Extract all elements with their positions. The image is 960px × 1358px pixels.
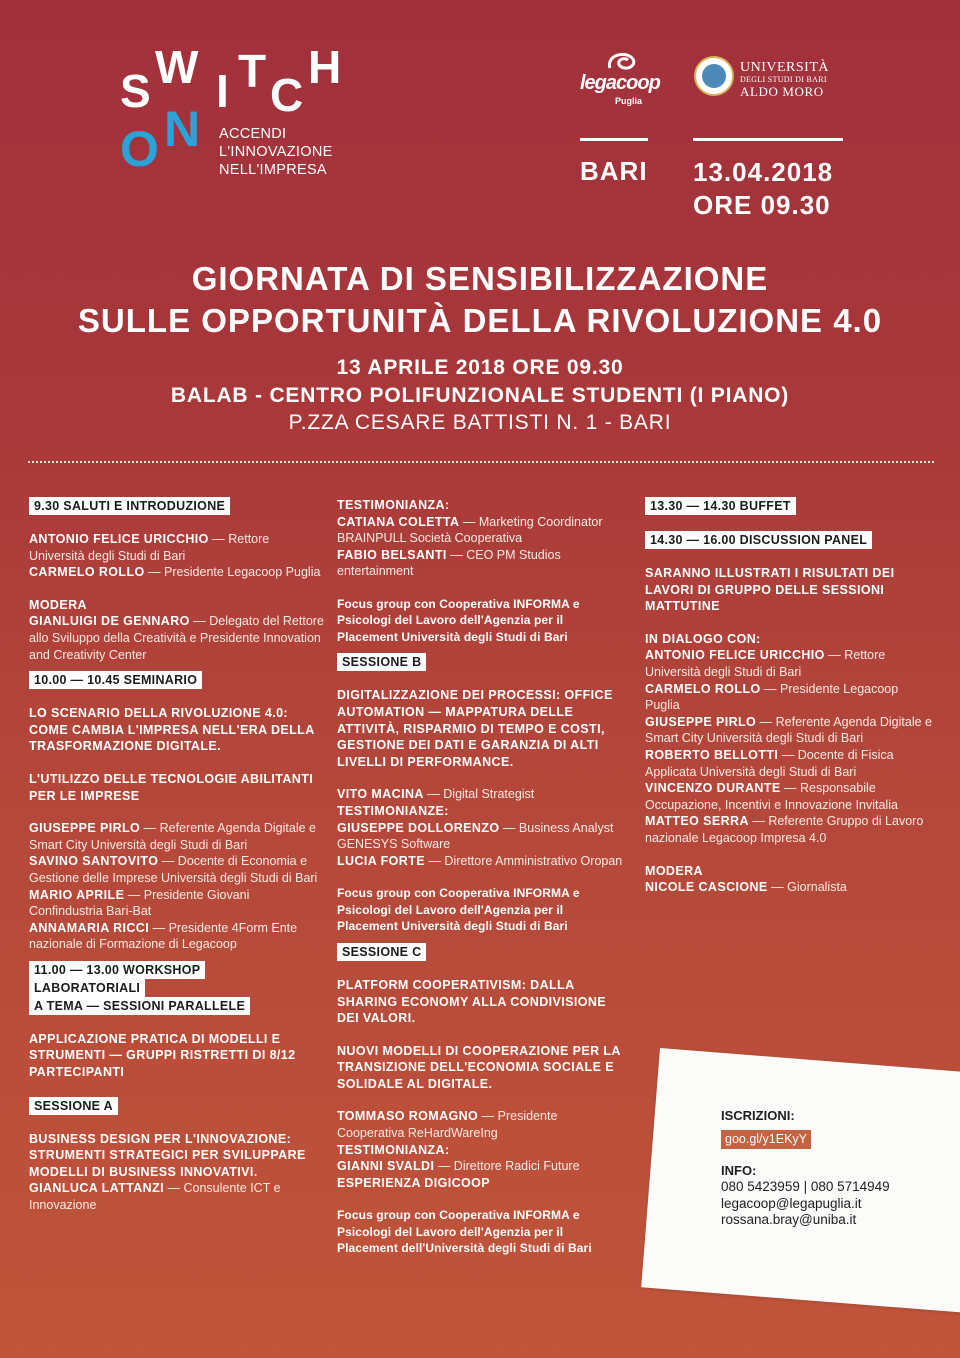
info-block xyxy=(721,1108,890,1228)
logo-tagline: ACCENDI L'INNOVAZIONE NELL'IMPRESA xyxy=(219,126,333,178)
focus-group-note: Focus group con Cooperativa INFORMA e Psicologi del Lavoro dell'Agenzia per il Placement dell'Università degli Studi di Bari xyxy=(337,1208,592,1256)
divider xyxy=(693,138,843,141)
speaker: VITO MACINA — Digital Strategist xyxy=(337,787,535,802)
registration-link[interactable]: goo.gl/y1EKyY xyxy=(721,1130,811,1148)
page-title: GIORNATA DI SENSIBILIZZAZIONE SULLE OPPORTUNITÀ DELLA RIVOLUZIONE 4.0 xyxy=(77,260,883,339)
session-title: SARANNO ILLUSTRATI I RISULTATI DEI LAVORI DI GRUPPO DELLE SESSIONI MATTUTINE xyxy=(645,566,895,614)
program-column-1 xyxy=(29,497,325,1214)
testimonianza-label: TESTIMONIANZA: xyxy=(337,1142,450,1157)
experience-title: ESPERIENZA DIGICOOP xyxy=(337,1175,490,1190)
speaker: NICOLE CASCIONE — Giornalista xyxy=(645,880,847,895)
speaker: FABIO BELSANTI — CEO PM Studios entertainment xyxy=(337,547,561,579)
session-title: BUSINESS DESIGN PER L'INNOVAZIONE: STRUMENTI STRATEGICI PER SVILUPPARE MODELLI DI BUSINESS INNOVATIVI. xyxy=(29,1131,306,1179)
speaker: VINCENZO DURANTE — Responsabile Occupazione, Incentivi e Innovazione Invitalia xyxy=(645,781,898,812)
logo-letter-o: O xyxy=(120,121,159,177)
email-uniba[interactable]: rossana.bray@uniba.it xyxy=(721,1212,857,1228)
session-title: DIGITALIZZAZIONE DEI PROCESSI: OFFICE AUTOMATION — MAPPATURA DELLE ATTIVITÀ, RISPARMIO DI TEMPO E COSTI, GESTIONE DEI DATI E GARANZIA DI ALTI LIVELLI DI PERFORMANCE. xyxy=(337,688,613,769)
uniba-seal-icon xyxy=(694,56,734,96)
session-title: PLATFORM COOPERATIVISM: DALLA SHARING ECONOMY ALLA CONDIVISIONE DEI VALORI. xyxy=(337,977,607,1026)
session-title: L'UTILIZZO DELLE TECNOLOGIE ABILITANTI PER LE IMPRESE xyxy=(29,771,314,803)
focus-group-note: Focus group con Cooperativa INFORMA e Psicologi del Lavoro dell'Agenzia per il Placement Università degli Studi di Bari xyxy=(337,886,580,934)
logo-letter-s: S xyxy=(120,65,151,117)
info-label: INFO: xyxy=(721,1162,757,1178)
speaker: GIANLUIGI DE GENNARO — Delegato del Rettore allo Sviluppo della Creatività e Presidente Innovation and Creativity Center xyxy=(29,614,324,662)
section-label: 9.30 SALUTI E INTRODUZIONE xyxy=(29,497,230,515)
section-label: 13.30 — 14.30 BUFFET xyxy=(645,497,796,515)
uniba-logo: UNIVERSITÀ DEGLI STUDI DI BARI ALDO MORO xyxy=(694,56,844,104)
section-label: 11.00 — 13.00 WORKSHOP LABORATORIALI A TEMA — SESSIONI PARALLELE xyxy=(29,961,325,1015)
program-column-2 xyxy=(337,497,627,1257)
speaker: ANNAMARIA RICCI — Presidente 4Form Ente nazionale di Formazione di Legacoop xyxy=(29,920,298,952)
speaker: CARMELO ROLLO — Presidente Legacoop Puglia xyxy=(645,681,899,713)
section-label: 10.00 — 10.45 SEMINARIO xyxy=(29,671,202,689)
logo-letter-h: H xyxy=(308,41,342,93)
speaker: MARIO APRILE — Presidente Giovani Confindustria Bari-Bat xyxy=(29,887,250,919)
modera-label: MODERA xyxy=(29,597,87,612)
event-city: BARI xyxy=(580,156,648,186)
event-date: 13.04.2018 xyxy=(693,157,834,187)
speaker: LUCIA FORTE — Direttore Amministrativo Oropan xyxy=(337,853,623,868)
iscrizioni-label: ISCRIZIONI: xyxy=(721,1108,795,1123)
logo-letter-i: I xyxy=(216,65,229,117)
session-c-label: SESSIONE C xyxy=(337,943,426,961)
event-details: 13 APRILE 2018 ORE 09.30 BALAB - CENTRO POLIFUNZIONALE STUDENTI (I PIANO) xyxy=(170,356,790,407)
session-a-label: SESSIONE A xyxy=(29,1097,118,1115)
event-address: P.ZZA CESARE BATTISTI N. 1 - BARI xyxy=(288,411,672,434)
dotted-divider xyxy=(28,461,934,463)
legacoop-logo: legacoop Puglia xyxy=(580,48,662,108)
logo-letter-n: N xyxy=(164,101,201,157)
session-title: APPLICAZIONE PRATICA DI MODELLI E STRUMENTI — GRUPPI RISTRETTI DI 8/12 PARTECIPANTI xyxy=(29,1031,296,1080)
speaker: CARMELO ROLLO — Presidente Legacoop Puglia xyxy=(29,565,321,580)
focus-group-note: Focus group con Cooperativa INFORMA e Psicologi del Lavoro dell'Agenzia per il Placement Università degli Studi di Bari xyxy=(337,596,580,644)
speaker: CATIANA COLETTA — Marketing Coordinator BRAINPULL Società Cooperativa xyxy=(337,514,603,546)
speaker: MATTEO SERRA — Referente Gruppo di Lavoro nazionale Legacoop Impresa 4.0 xyxy=(645,814,924,845)
modera-label: MODERA xyxy=(645,863,703,878)
testimonianze-label: TESTIMONIANZE: xyxy=(337,804,449,819)
testimonianza-label: TESTIMONIANZA: xyxy=(337,498,450,512)
speaker: TOMMASO ROMAGNO — Presidente Cooperativa ReHardWareIng xyxy=(337,1109,558,1141)
phone-numbers: 080 5423959 | 080 5714949 xyxy=(721,1179,890,1195)
speaker: GIANNI SVALDI — Direttore Radici Future xyxy=(337,1159,580,1174)
session-b-label: SESSIONE B xyxy=(337,653,426,671)
divider xyxy=(580,138,648,141)
email-legacoop[interactable]: legacoop@legapuglia.it xyxy=(721,1195,862,1211)
speaker: GIUSEPPE PIRLO — Referente Agenda Digitale e Smart City Università degli Studi di Bari xyxy=(645,714,932,746)
speaker: SAVINO SANTOVITO — Docente di Economia e Gestione delle Imprese Università degli Studi di Bari xyxy=(29,854,318,885)
speaker: GIUSEPPE DOLLORENZO — Business Analyst GENESYS Software xyxy=(337,820,614,852)
dialogo-label: IN DIALOGO CON: xyxy=(645,631,761,646)
session-title: LO SCENARIO DELLA RIVOLUZIONE 4.0: COME CAMBIA L'IMPRESA NELL'ERA DELLA TRASFORMAZIONE DIGITALE. xyxy=(29,706,315,754)
logo-letter-w: W xyxy=(155,41,199,93)
speaker: ROBERTO BELLOTTI — Docente di Fisica Applicata Università degli Studi di Bari xyxy=(645,747,894,779)
event-datetime xyxy=(693,156,833,222)
speaker: GIUSEPPE PIRLO — Referente Agenda Digitale e Smart City Università degli Studi di Bari xyxy=(29,821,316,852)
session-title: NUOVI MODELLI DI COOPERAZIONE PER LA TRANSIZIONE DELL'ECONOMIA SOCIALE E SOLIDALE AL DIGITALE. xyxy=(337,1043,621,1091)
speaker: ANTONIO FELICE URICCHIO — Rettore Università degli Studi di Bari xyxy=(645,648,886,679)
section-label: 14.30 — 16.00 DISCUSSION PANEL xyxy=(645,531,872,549)
speaker: ANTONIO FELICE URICCHIO — Rettore Università degli Studi di Bari xyxy=(29,532,270,563)
logo-letter-t: T xyxy=(238,45,267,97)
logo-letter-c: C xyxy=(270,69,304,121)
program-column-3 xyxy=(645,497,935,896)
speaker: GIANLUCA LATTANZI — Consulente ICT e Innovazione xyxy=(29,1181,281,1213)
event-time: ORE 09.30 xyxy=(693,190,831,220)
